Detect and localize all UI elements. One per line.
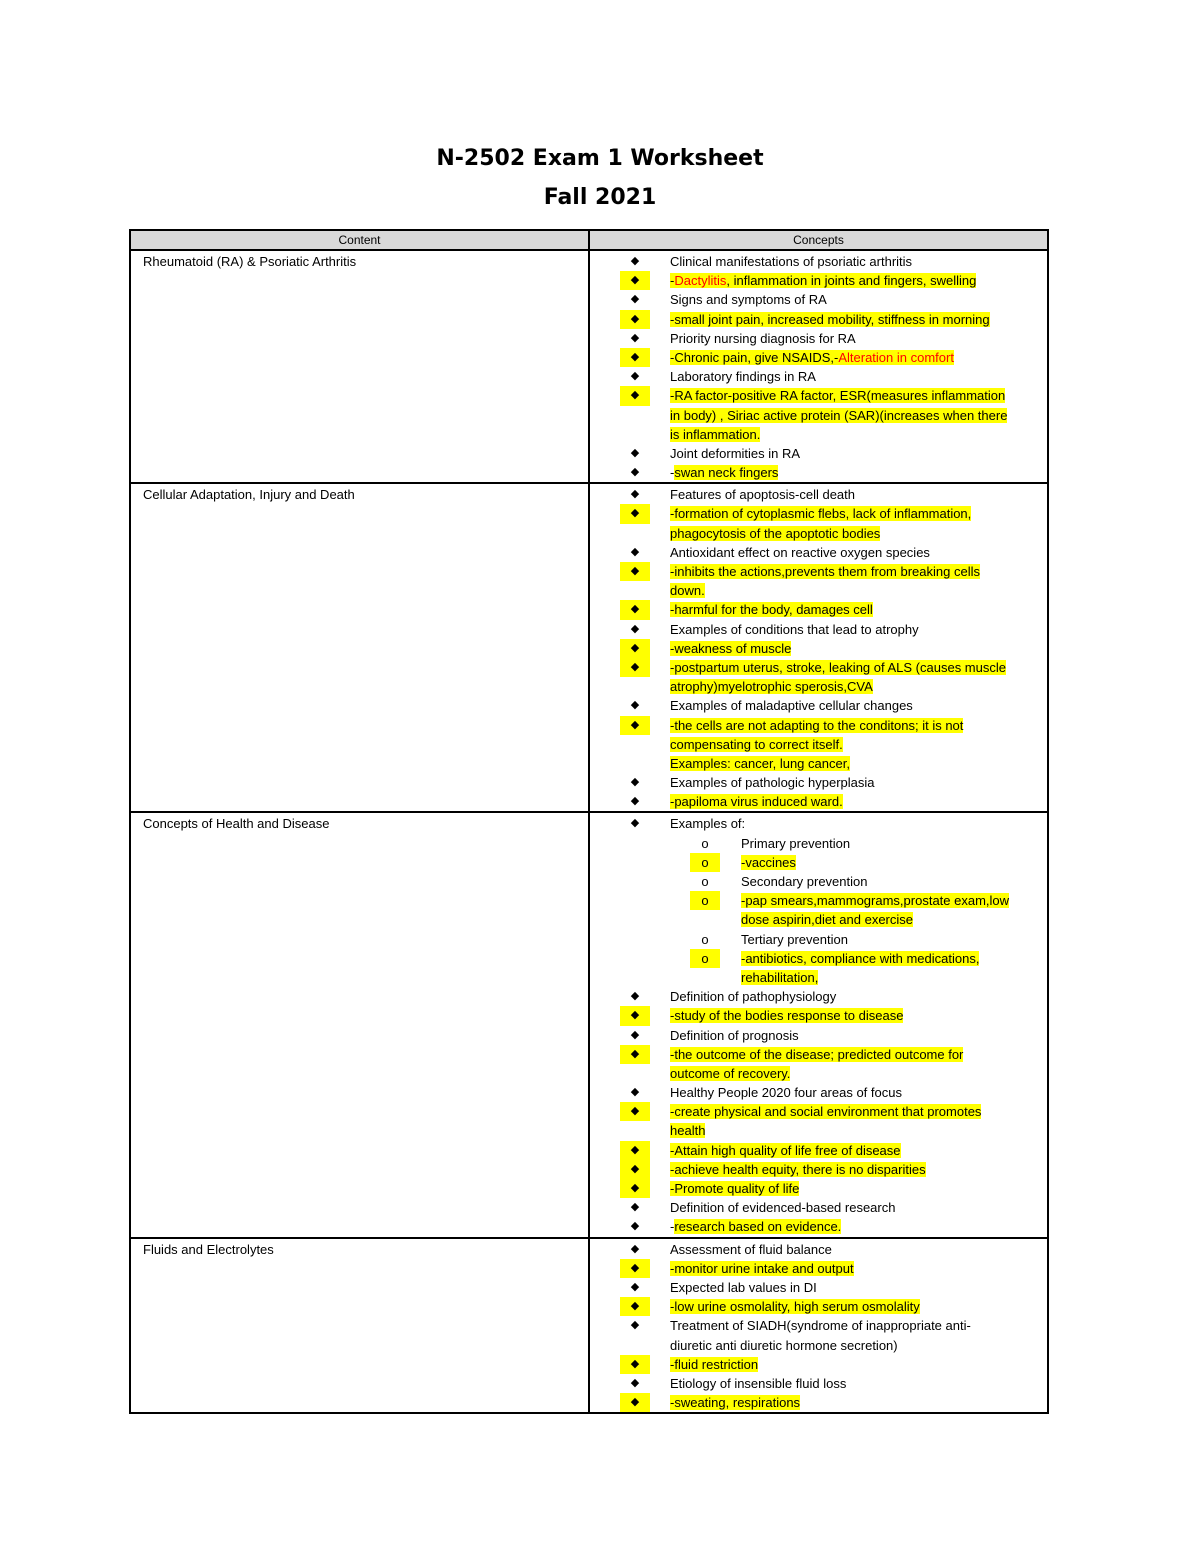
list-item-text xyxy=(670,386,1005,405)
bullet-icon: ◆ xyxy=(620,1297,650,1316)
bullet-icon: ◆ xyxy=(620,386,650,405)
text-run: Dactylitis xyxy=(674,273,727,289)
list-item xyxy=(590,735,1047,754)
text-run: Examples of maladaptive cellular changes xyxy=(670,698,913,714)
bullet-icon: ◆ xyxy=(630,817,640,830)
list-item-text xyxy=(670,1026,799,1045)
list-item-text xyxy=(670,425,760,444)
text-run: diuretic anti diuretic hormone secretion) xyxy=(670,1337,898,1353)
table-row xyxy=(130,1238,1048,1414)
content-cell xyxy=(130,483,589,812)
list-item-text xyxy=(670,1336,898,1355)
list-item-text xyxy=(670,1374,846,1393)
text-run: Definition of prognosis xyxy=(670,1027,799,1043)
list-item-text xyxy=(670,1121,705,1140)
list-item xyxy=(590,463,1047,482)
bullet-icon: ◆ xyxy=(620,504,650,523)
list-item-text xyxy=(670,1297,920,1316)
text-run: outcome of recovery. xyxy=(670,1065,791,1081)
table-header-row xyxy=(130,230,1048,250)
list-item xyxy=(590,930,1047,949)
list-item xyxy=(590,1259,1047,1278)
list-item xyxy=(590,271,1047,290)
content-cell xyxy=(130,812,589,1237)
list-item xyxy=(590,677,1047,696)
list-item xyxy=(590,1240,1047,1259)
text-run: Alteration in comfort xyxy=(838,349,954,365)
list-item xyxy=(590,834,1047,853)
list-item-text xyxy=(670,639,791,658)
list-item-text xyxy=(670,329,856,348)
list-item-text xyxy=(670,1102,981,1121)
bullet-icon: ◆ xyxy=(620,348,650,367)
circle-bullet-icon: o xyxy=(701,931,709,947)
list-item-text xyxy=(670,1355,758,1374)
text-run: Laboratory findings in RA xyxy=(670,369,816,385)
header-content: Content xyxy=(130,230,589,250)
bullet-icon: ◆ xyxy=(630,466,640,479)
list-item-text xyxy=(670,620,919,639)
bullet-icon: ◆ xyxy=(630,1376,640,1389)
list-item xyxy=(590,1045,1047,1064)
content-topic: Fluids and Electrolytes xyxy=(143,1241,274,1257)
list-item-text xyxy=(670,1240,832,1259)
concepts-cell xyxy=(589,250,1048,483)
text-run: -study of the bodies response to disease xyxy=(670,1008,904,1024)
text-run: Clinical manifestations of psoriatic arthritis xyxy=(670,254,913,269)
bullet-icon: ◆ xyxy=(620,1102,650,1121)
text-run: -Promote quality of life xyxy=(670,1181,800,1196)
list-item-text xyxy=(670,524,880,543)
list-item xyxy=(590,949,1047,968)
text-run: -antibiotics, compliance with medications, xyxy=(741,950,980,966)
text-run: Examples of pathologic hyperplasia xyxy=(670,775,875,791)
list-item xyxy=(590,872,1047,891)
text-run: Tertiary prevention xyxy=(741,931,848,947)
bullet-icon: ◆ xyxy=(630,1242,640,1255)
list-item xyxy=(590,1297,1047,1316)
list-item xyxy=(590,1198,1047,1217)
list-item xyxy=(590,562,1047,581)
list-item xyxy=(590,1374,1047,1393)
list-item-text xyxy=(741,891,1009,910)
worksheet-table xyxy=(129,229,1049,1414)
list-item-text xyxy=(670,406,1007,425)
bullet-icon: ◆ xyxy=(620,639,650,658)
list-item-text xyxy=(741,910,913,929)
text-run: -sweating, respirations xyxy=(670,1395,801,1411)
list-item xyxy=(590,425,1047,444)
list-item xyxy=(590,1217,1047,1236)
text-run: -fluid restriction xyxy=(670,1356,759,1372)
list-item-text xyxy=(670,716,963,735)
text-run: -harmful for the body, damages cell xyxy=(670,602,873,618)
list-item xyxy=(590,504,1047,523)
text-run: dose aspirin,diet and exercise xyxy=(741,912,913,928)
text-run: -achieve health equity, there is no disparities xyxy=(670,1161,926,1177)
list-item-text xyxy=(670,1141,901,1160)
circle-bullet-icon: o xyxy=(701,874,709,889)
bullet-icon: ◆ xyxy=(620,658,650,677)
text-run: Signs and symptoms of RA xyxy=(670,292,827,308)
bullet-icon: ◆ xyxy=(630,1220,640,1233)
text-run: compensating to correct itself. xyxy=(670,736,843,752)
circle-bullet-icon: o xyxy=(690,891,720,910)
text-run: Examples of conditions that lead to atrophy xyxy=(670,621,919,637)
text-run: Etiology of insensible fluid loss xyxy=(670,1375,847,1391)
bullet-icon: ◆ xyxy=(620,1355,650,1374)
list-item xyxy=(590,1026,1047,1045)
text-run: research based on evidence. xyxy=(674,1219,842,1235)
list-item xyxy=(590,367,1047,386)
list-item xyxy=(590,658,1047,677)
bullet-icon: ◆ xyxy=(630,488,640,501)
table-row xyxy=(130,812,1048,1237)
list-item xyxy=(590,1006,1047,1025)
list-item xyxy=(590,1083,1047,1102)
list-item xyxy=(590,1336,1047,1355)
text-run: - xyxy=(670,1219,675,1235)
list-item-text xyxy=(670,1064,790,1083)
list-item xyxy=(590,1316,1047,1335)
text-run: , inflammation in joints and fingers, swelling xyxy=(726,273,977,289)
list-item xyxy=(590,891,1047,910)
bullet-icon: ◆ xyxy=(630,795,640,808)
list-item-text xyxy=(670,562,980,581)
list-item xyxy=(590,329,1047,348)
list-item xyxy=(590,853,1047,872)
page-title: N-2502 Exam 1 Worksheet xyxy=(436,146,764,171)
text-run: -postpartum uterus, stroke, leaking of ALS (causes muscle xyxy=(670,659,1006,675)
bullet-icon: ◆ xyxy=(620,562,650,581)
list-item-text xyxy=(670,463,778,482)
bullet-icon: ◆ xyxy=(630,1319,640,1332)
text-run: -low urine osmolality, high serum osmolality xyxy=(670,1299,920,1315)
text-run: -inhibits the actions,prevents them from breaking cells xyxy=(670,564,980,579)
content-cell xyxy=(130,250,589,483)
bullet-icon: ◆ xyxy=(630,370,640,383)
list-item xyxy=(590,968,1047,987)
text-run: Primary prevention xyxy=(741,835,851,851)
bullet-icon: ◆ xyxy=(630,1086,640,1099)
list-item xyxy=(590,910,1047,929)
table-row xyxy=(130,483,1048,812)
text-run: -Chronic pain, give NSAIDS,- xyxy=(670,349,839,365)
bullet-icon: ◆ xyxy=(630,622,640,635)
list-item-text xyxy=(741,949,979,968)
list-item-text xyxy=(670,1198,895,1217)
list-item-text xyxy=(670,735,843,754)
list-item xyxy=(590,1064,1047,1083)
list-item xyxy=(590,1121,1047,1140)
text-run: - xyxy=(670,273,675,289)
list-item xyxy=(590,485,1047,504)
content-cell xyxy=(130,1238,589,1414)
bullet-icon: ◆ xyxy=(620,1141,650,1160)
list-item-text xyxy=(670,677,873,696)
text-run: rehabilitation, xyxy=(741,969,819,985)
list-item xyxy=(590,1141,1047,1160)
list-item-text xyxy=(670,1006,903,1025)
list-item-text xyxy=(670,1217,841,1236)
bullet-icon: ◆ xyxy=(630,446,640,459)
list-item xyxy=(590,987,1047,1006)
bullet-icon: ◆ xyxy=(630,331,640,344)
list-item xyxy=(590,543,1047,562)
list-item-text xyxy=(670,1393,800,1412)
list-item xyxy=(590,581,1047,600)
list-item-text xyxy=(741,872,867,891)
circle-bullet-icon: o xyxy=(690,949,720,968)
list-item-text xyxy=(670,814,745,833)
bullet-icon: ◆ xyxy=(630,776,640,789)
text-run: health xyxy=(670,1123,706,1139)
list-item xyxy=(590,310,1047,329)
text-run: down. xyxy=(670,583,705,599)
list-item-text xyxy=(670,1160,926,1179)
list-item xyxy=(590,252,1047,271)
text-run: Secondary prevention xyxy=(741,874,868,889)
list-item-text xyxy=(670,600,873,619)
list-item xyxy=(590,792,1047,811)
list-item-text xyxy=(741,968,818,987)
bullet-icon: ◆ xyxy=(620,600,650,619)
text-run: -RA factor-positive RA factor, ESR(measures inflammation xyxy=(670,388,1006,404)
bullet-icon: ◆ xyxy=(630,1280,640,1293)
bullet-icon: ◆ xyxy=(620,271,650,290)
text-run: Definition of pathophysiology xyxy=(670,989,837,1005)
list-item-text xyxy=(670,444,800,463)
text-run: -small joint pain, increased mobility, stiffness in morning xyxy=(670,311,990,327)
circle-bullet-icon: o xyxy=(701,835,709,851)
text-run: Antioxidant effect on reactive oxygen species xyxy=(670,544,930,560)
text-run: swan neck fingers xyxy=(674,465,779,481)
list-item xyxy=(590,754,1047,773)
text-run: -the outcome of the disease; predicted outcome for xyxy=(670,1046,964,1062)
list-item xyxy=(590,1102,1047,1121)
list-item-text xyxy=(670,348,954,367)
bullet-icon: ◆ xyxy=(630,1028,640,1041)
list-item-text xyxy=(670,1278,817,1297)
bullet-icon: ◆ xyxy=(620,1160,650,1179)
list-item-text xyxy=(741,834,850,853)
list-item-text xyxy=(670,310,990,329)
circle-bullet-icon: o xyxy=(690,853,720,872)
text-run: Expected lab values in DI xyxy=(670,1279,817,1295)
text-run: Treatment of SIADH(syndrome of inappropriate anti- xyxy=(670,1318,971,1334)
list-item-text xyxy=(670,658,1006,677)
bullet-icon: ◆ xyxy=(620,1393,650,1412)
list-item xyxy=(590,444,1047,463)
bullet-icon: ◆ xyxy=(620,716,650,735)
list-item-text xyxy=(670,252,912,271)
text-run: -create physical and social environment that promotes xyxy=(670,1104,982,1120)
concepts-cell xyxy=(589,1238,1048,1414)
bullet-icon: ◆ xyxy=(630,1201,640,1214)
bullet-icon: ◆ xyxy=(620,1006,650,1025)
list-item-text xyxy=(670,754,850,773)
list-item xyxy=(590,620,1047,639)
bullet-icon: ◆ xyxy=(620,310,650,329)
bullet-icon: ◆ xyxy=(630,293,640,306)
bullet-icon: ◆ xyxy=(620,1045,650,1064)
text-run: -monitor urine intake and output xyxy=(670,1260,854,1276)
list-item-text xyxy=(741,853,796,872)
bullet-icon: ◆ xyxy=(620,1259,650,1278)
list-item xyxy=(590,348,1047,367)
text-run: -the cells are not adapting to the conditons; it is not xyxy=(670,717,964,733)
list-item-text xyxy=(670,290,827,309)
text-run: -vaccines xyxy=(741,854,796,870)
content-topic: Cellular Adaptation, Injury and Death xyxy=(143,487,355,503)
bullet-icon: ◆ xyxy=(630,699,640,712)
text-run: Examples: cancer, lung cancer, xyxy=(670,755,850,771)
list-item-text xyxy=(670,367,816,386)
text-run: Joint deformities in RA xyxy=(670,445,801,461)
content-topic: Rheumatoid (RA) & Psoriatic Arthritis xyxy=(143,254,357,269)
text-run: phagocytosis of the apoptotic bodies xyxy=(670,525,881,541)
list-item-text xyxy=(670,1259,854,1278)
list-item-text xyxy=(670,696,913,715)
list-item xyxy=(590,1393,1047,1412)
list-item xyxy=(590,639,1047,658)
concepts-cell xyxy=(589,812,1048,1237)
list-item-text xyxy=(670,1083,902,1102)
text-run: Assessment of fluid balance xyxy=(670,1241,832,1257)
bullet-icon: ◆ xyxy=(630,990,640,1003)
text-run: - xyxy=(670,465,675,481)
content-topic: Concepts of Health and Disease xyxy=(143,816,330,832)
text-run: in body) , Siriac active protein (SAR)(increases when there xyxy=(670,407,1008,423)
list-item-text xyxy=(670,1045,963,1064)
text-run: atrophy)myelotrophic sperosis,CVA xyxy=(670,679,873,695)
header-concepts: Concepts xyxy=(589,230,1048,250)
list-item-text xyxy=(670,504,971,523)
list-item-text xyxy=(670,792,843,811)
text-run: -Attain high quality of life free of disease xyxy=(670,1142,901,1158)
list-item-text xyxy=(670,773,875,792)
page-subtitle: Fall 2021 xyxy=(543,185,657,210)
text-run: -pap smears,mammograms,prostate exam,low xyxy=(741,893,1010,909)
list-item xyxy=(590,1355,1047,1374)
bullet-icon: ◆ xyxy=(630,255,640,267)
table-row xyxy=(130,250,1048,483)
text-run: Priority nursing diagnosis for RA xyxy=(670,330,856,346)
list-item xyxy=(590,814,1047,833)
list-item xyxy=(590,290,1047,309)
list-item-text xyxy=(670,271,976,290)
text-run: Features of apoptosis-cell death xyxy=(670,487,855,503)
list-item xyxy=(590,1160,1047,1179)
list-item xyxy=(590,696,1047,715)
list-item-text xyxy=(670,485,855,504)
text-run: -formation of cytoplasmic flebs, lack of inflammation, xyxy=(670,506,972,522)
text-run: Definition of evidenced-based research xyxy=(670,1200,896,1216)
bullet-icon: ◆ xyxy=(630,545,640,558)
list-item xyxy=(590,524,1047,543)
text-run: -weakness of muscle xyxy=(670,640,792,656)
list-item xyxy=(590,773,1047,792)
text-run: is inflammation. xyxy=(670,426,761,442)
text-run: Examples of: xyxy=(670,816,746,832)
list-item xyxy=(590,406,1047,425)
list-item xyxy=(590,386,1047,405)
list-item-text xyxy=(670,1316,971,1335)
text-run: -papiloma virus induced ward. xyxy=(670,794,843,810)
list-item-text xyxy=(670,987,836,1006)
list-item-text xyxy=(741,930,848,949)
list-item xyxy=(590,716,1047,735)
list-item xyxy=(590,1278,1047,1297)
list-item-text xyxy=(670,1179,799,1198)
list-item-text xyxy=(670,543,930,562)
list-item xyxy=(590,1179,1047,1198)
concepts-cell xyxy=(589,483,1048,812)
bullet-icon: ◆ xyxy=(620,1179,650,1198)
list-item xyxy=(590,600,1047,619)
text-run: Healthy People 2020 four areas of focus xyxy=(670,1085,902,1101)
list-item-text xyxy=(670,581,705,600)
